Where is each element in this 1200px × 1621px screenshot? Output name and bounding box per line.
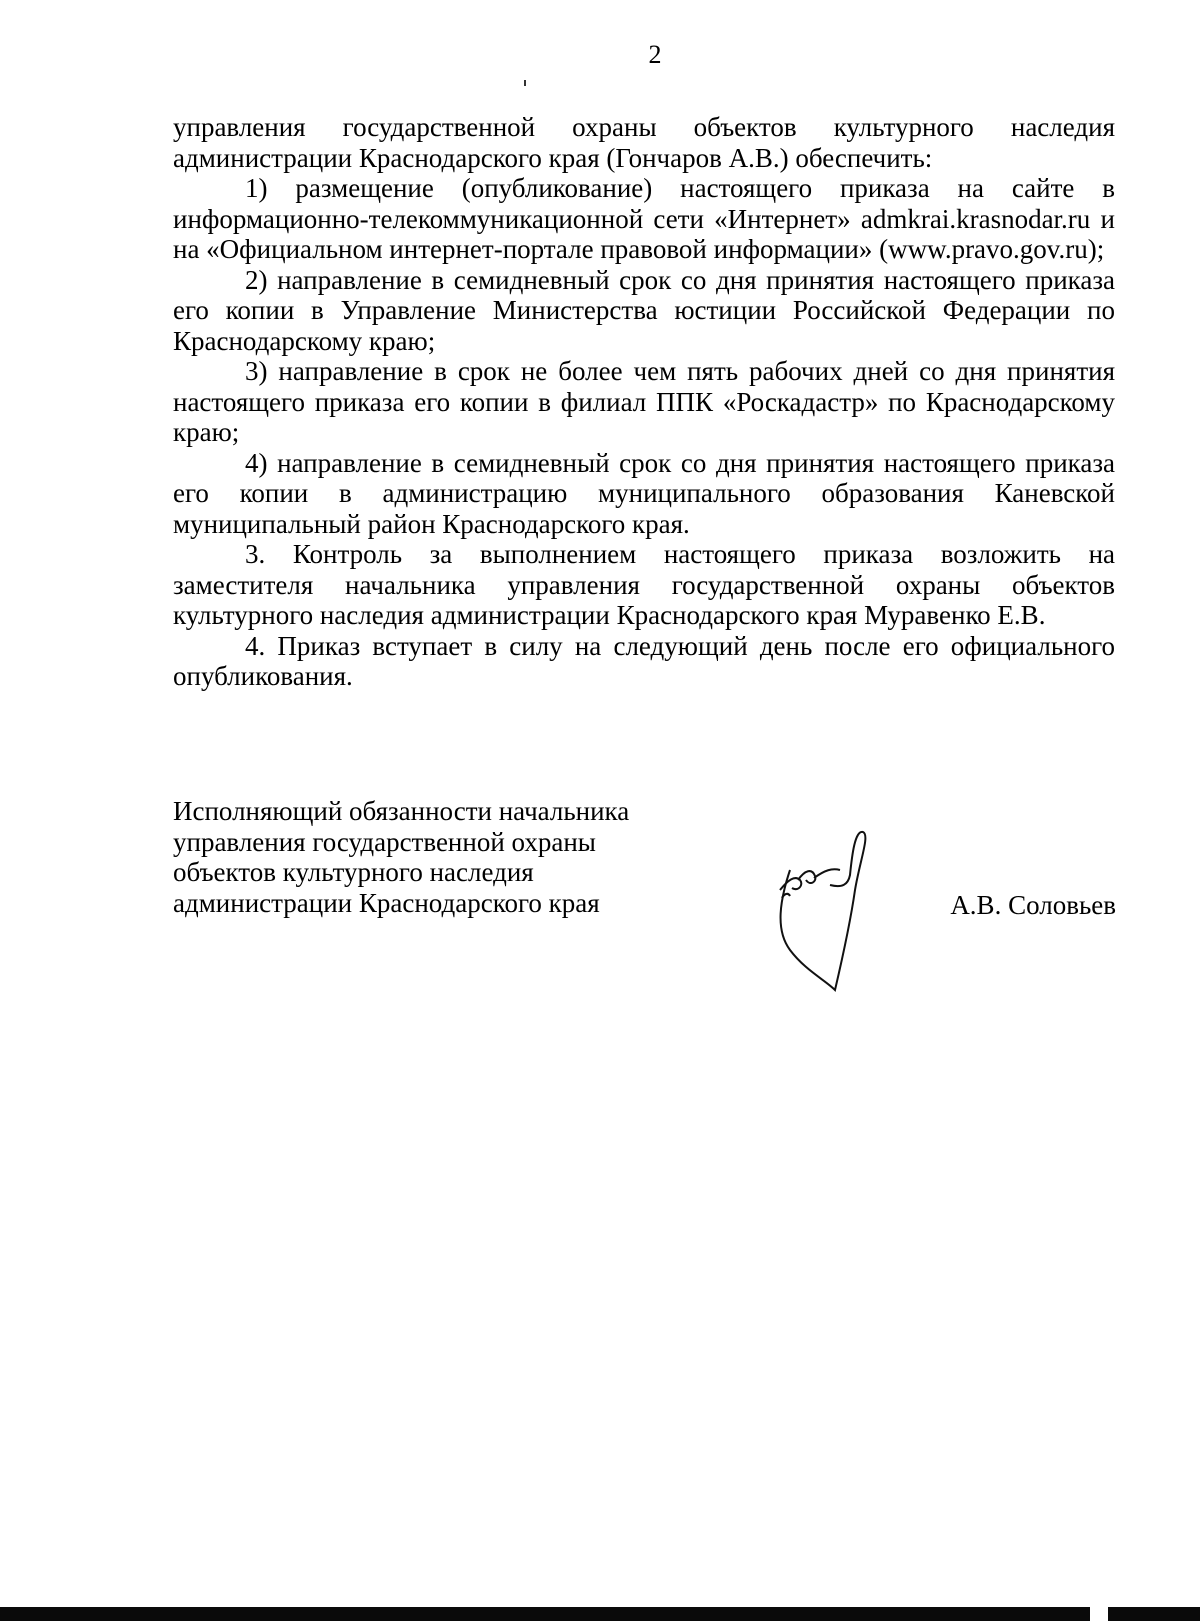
scan-border-gap bbox=[1090, 1607, 1108, 1621]
signer-position-line: объектов культурного наследия bbox=[173, 857, 534, 887]
paragraph-control: 3. Контроль за выполнением настоящего приказа возложить на заместителя начальника управления государственной охраны объектов культурного наследия администрации Краснодарского края Муравенко Е.В. bbox=[173, 539, 1115, 630]
paragraph-item-2: 2) направление в семидневный срок со дня принятия настоящего приказа его копии в Управление Министерства юстиции Российской Федерации по Краснодарскому краю; bbox=[173, 264, 1115, 356]
handwritten-signature bbox=[770, 830, 910, 1000]
scan-bottom-border bbox=[0, 1607, 1200, 1621]
signer-position-line: Исполняющий обязанности начальника bbox=[173, 796, 630, 826]
paragraph-item-1: 1) размещение (опубликование) настоящего приказа на сайте в информационно-телекоммуникационной сети «Интернет» admkrai.krasnodar.ru и на «Официальном интернет-портале правовой информации» (www.pravo.gov.ru); bbox=[173, 173, 1115, 264]
page-number: 2 bbox=[648, 40, 662, 69]
document-body bbox=[173, 112, 1115, 692]
signer-position-line: администрации Краснодарского края bbox=[173, 887, 600, 918]
paragraph-item-3: 3) направление в срок не более чем пять рабочих дней со дня принятия настоящего приказа его копии в филиал ППК «Роскадастр» по Краснодарскому краю; bbox=[173, 356, 1115, 447]
signer-name: А.В. Соловьев bbox=[950, 890, 1116, 920]
paragraph-effective: 4. Приказ вступает в силу на следующий день после его официального опубликования. bbox=[173, 630, 1115, 691]
paragraph-item-4: 4) направление в семидневный срок со дня принятия настоящего приказа его копии в администрацию муниципального образования Каневской муниципальный район Краснодарского края. bbox=[173, 447, 1115, 539]
scan-speck bbox=[524, 80, 526, 86]
signer-position-line: управления государственной охраны bbox=[173, 826, 596, 857]
paragraph-intro: управления государственной охраны объектов культурного наследия администрации Краснодарского края (Гончаров А.В.) обеспечить: bbox=[173, 112, 1115, 173]
signer-position bbox=[173, 796, 629, 918]
